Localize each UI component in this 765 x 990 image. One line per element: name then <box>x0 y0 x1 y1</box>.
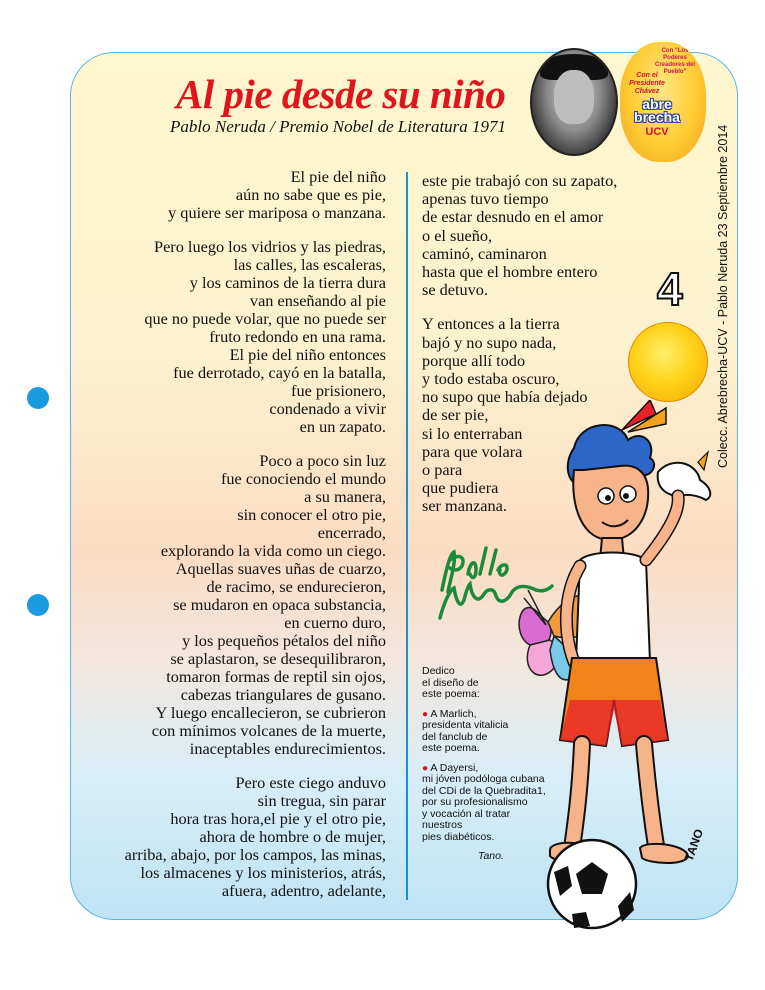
poem-title: Al pie desde su niño <box>176 71 506 117</box>
poem-line: de estar desnudo en el amor <box>422 207 604 227</box>
poem-line: ser manzana. <box>422 496 507 516</box>
poem-line: a su manera, <box>304 487 386 506</box>
poem-line: y los caminos de la tierra dura <box>189 273 386 292</box>
dedication-line: A Dayersi, <box>430 761 479 774</box>
poem-line: bajó y no supo nada, <box>422 332 557 352</box>
poem-line: se detuvo. <box>422 280 489 300</box>
poem-line: y los pequeños pétalos del niño <box>182 631 386 650</box>
poem-subtitle: Pablo Neruda / Premio Nobel de Literatura 1971 <box>170 117 507 136</box>
poem-column-left <box>90 168 386 916</box>
poem-line: encerrado, <box>317 523 386 542</box>
poem-line: hasta que el hombre entero <box>422 262 598 282</box>
poem-line: Y entonces a la tierra <box>422 314 560 334</box>
dedication-line: por su profesionalismo <box>422 796 528 808</box>
poem-line: hora tras hora,el pie y el otro pie, <box>170 809 386 828</box>
dedication-line: nuestros <box>422 819 463 831</box>
poem-stanza <box>90 560 386 758</box>
dedication-line: del fanclub de <box>422 730 488 743</box>
badge-president-text: Con el Presidente Chávez <box>629 72 665 95</box>
binder-hole-bottom <box>27 594 49 616</box>
poem-line: no supo que había dejado <box>422 387 588 407</box>
poem-line: con mínimos volcanes de la muerte, <box>151 721 386 740</box>
badge-slogan: Con "Los Poderes Creadores del Pueblo" <box>654 48 696 75</box>
poem-line: y quiere ser mariposa o manzana. <box>168 203 386 222</box>
poem-line: ahora de hombre o de mujer, <box>199 827 386 846</box>
poem-line: en cuerno duro, <box>284 613 386 632</box>
page-number: 4 <box>657 263 683 315</box>
poem-line: tomaron formas de reptil sin ojos, <box>166 667 386 686</box>
red-bullet-icon: ● <box>422 708 429 720</box>
red-bullet-icon: ● <box>422 762 429 774</box>
dedication-line: este poema. <box>422 742 480 754</box>
poem-line: se aplastaron, se desequilibraron, <box>170 649 386 668</box>
dedication-signoff: Tano. <box>478 850 504 862</box>
poem-line: fruto redondo en una rama. <box>209 327 386 346</box>
dedication-intro-line: este poema: <box>422 688 480 700</box>
poem-line: fue prisionero, <box>291 381 386 400</box>
poem-line: si lo enterraban <box>422 423 523 443</box>
poem-line: en un zapato. <box>299 417 386 436</box>
poem-line: para que volara <box>422 441 523 461</box>
dedication-intro-line: Dedico <box>422 665 455 677</box>
poem-line: de racimo, se endurecieron, <box>206 577 386 596</box>
poem-line: inaceptables endurecimientos. <box>189 739 386 758</box>
poem-line: y todo estaba oscuro, <box>422 369 560 389</box>
dedication-intro-line: el diseño de <box>422 676 479 689</box>
poem-line: los almacenes y los ministerios, atrás, <box>140 863 386 882</box>
poem-stanza <box>90 452 386 560</box>
dedication-line: presidenta vitalicia <box>422 719 509 731</box>
poem-line: sin tregua, sin parar <box>257 791 386 810</box>
dedication-line: y vocación al tratar <box>422 807 511 820</box>
portrait-face <box>554 70 594 124</box>
binder-hole-top <box>27 387 49 409</box>
poem-line: El pie del niño <box>290 167 386 186</box>
poem-stanza <box>422 172 652 299</box>
poem-line: apenas tuvo tiempo <box>422 189 549 209</box>
artist-signature: TANO <box>681 827 707 864</box>
poem-line: condenado a vivir <box>269 399 386 418</box>
poem-line: caminó, caminaron <box>422 243 547 263</box>
dedication-line: mi jóven podóloga cubana <box>422 773 545 785</box>
poem-stanza <box>90 774 386 900</box>
poem-line: fue conociendo el mundo <box>220 469 386 488</box>
poem-line: El pie del niño entonces <box>229 345 386 364</box>
poem-line: Pero este ciego anduvo <box>235 773 386 792</box>
badge-brand-ucv: UCV <box>645 126 669 138</box>
poem-line: van enseñando al pie <box>249 291 386 310</box>
poem-line: afuera, adentro, adelante, <box>221 881 386 900</box>
abrebrecha-badge <box>620 42 706 162</box>
poem-line: se mudaron en opaca substancia, <box>173 595 386 614</box>
badge-brand: abre brecha <box>634 96 680 125</box>
poem-line: cabezas triangulares de gusano. <box>180 685 386 704</box>
column-divider <box>406 172 408 900</box>
poem-line: sin conocer el otro pie, <box>237 505 386 524</box>
poem-line: las calles, las escaleras, <box>233 255 386 274</box>
author-portrait <box>530 48 618 156</box>
poem-line: aún no sabe que es pie, <box>235 185 386 204</box>
dedication-line: pies diabéticos. <box>422 830 495 843</box>
poem-line: que no puede volar, que no puede ser <box>144 309 386 328</box>
poem-stanza <box>90 168 386 222</box>
poem-line: Y luego encallecieron, se cubrieron <box>155 703 386 722</box>
poem-line: Pero luego los vidrios y las piedras, <box>154 237 386 256</box>
boy-cartoon-illustration <box>510 400 740 940</box>
dedication-line: A Marlich, <box>430 707 477 720</box>
poem-line: explorando la vida como un ciego. <box>160 541 386 560</box>
dedication-line: del CDi de la Quebradita1, <box>422 784 546 797</box>
poem-line: o el sueño, <box>422 225 493 245</box>
poem-line: que pudiera <box>422 478 499 498</box>
poem-stanza <box>90 238 386 436</box>
collection-side-text: Colecc. Abrebrecha-UCV - Pablo Neruda 23 Septiembre 2014 <box>716 124 730 468</box>
poem-line: este pie trabajó con su zapato, <box>422 171 618 190</box>
poem-line: de ser pie, <box>422 405 489 425</box>
poem-line: fue derrotado, cayó en la batalla, <box>173 363 386 382</box>
poem-line: arriba, abajo, por los campos, las minas, <box>124 845 386 864</box>
poem-line: o para <box>422 460 463 480</box>
poem-line: Poco a poco sin luz <box>259 451 386 470</box>
poem-line: Aquellas suaves uñas de cuarzo, <box>175 559 386 578</box>
poem-line: porque allí todo <box>422 350 526 370</box>
